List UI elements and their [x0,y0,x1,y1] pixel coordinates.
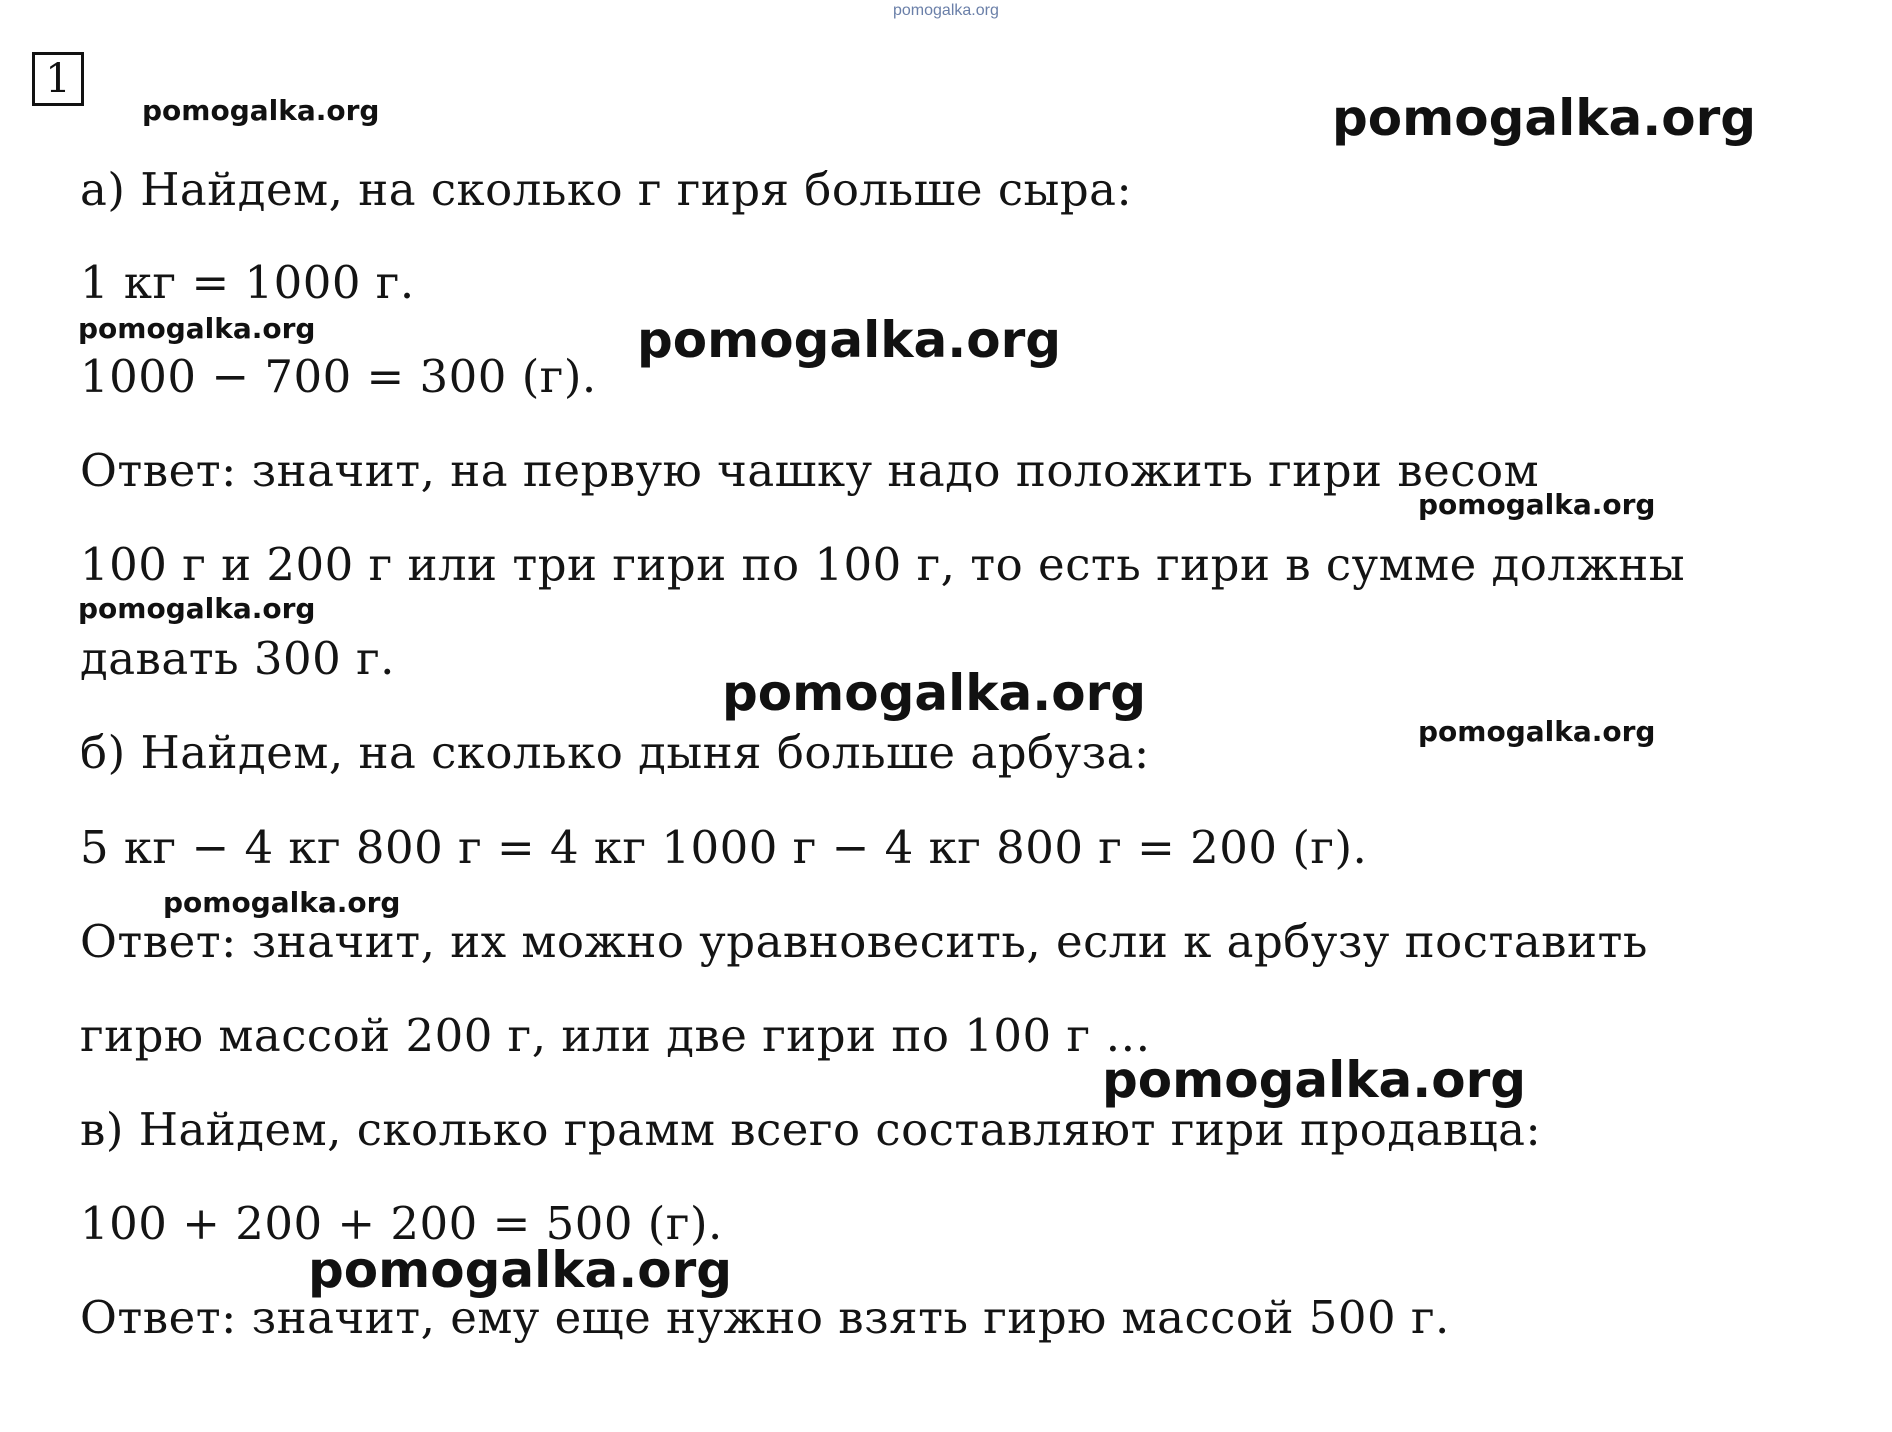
watermark: pomogalka.org [78,592,316,625]
solution-line: 1 кг = 1000 г. [80,256,415,309]
answer-line: Ответ: значит, ему еще нужно взять гирю массой 500 г. [80,1291,1450,1344]
task-number: 1 [32,52,84,106]
watermark: pomogalka.org [142,94,380,127]
solution-line: 1000 − 700 = 300 (г). [80,350,597,403]
watermark: pomogalka.org [78,312,316,345]
answer-line: гирю массой 200 г, или две гири по 100 г … [80,1009,1151,1062]
solution-line-a-header: а) Найдем, на сколько г гиря больше сыра: [80,163,1133,216]
answer-line: 100 г и 200 г или три гири по 100 г, то есть гири в сумме должны [80,538,1686,591]
watermark: pomogalka.org [308,1241,733,1299]
top-watermark: pomogalka.org [893,2,999,19]
watermark: pomogalka.org [722,664,1147,722]
watermark: pomogalka.org [1102,1051,1527,1109]
watermark: pomogalka.org [1418,488,1656,521]
solution-line-c-header: в) Найдем, сколько грамм всего составляют гири продавца: [80,1103,1542,1156]
answer-line: давать 300 г. [80,632,395,685]
answer-line: Ответ: значит, их можно уравновесить, если к арбузу поставить [80,915,1648,968]
answer-line: Ответ: значит, на первую чашку надо положить гири весом [80,444,1540,497]
watermark: pomogalka.org [1332,89,1757,147]
watermark: pomogalka.org [1418,715,1656,748]
watermark: pomogalka.org [163,886,401,919]
solution-line: 100 + 200 + 200 = 500 (г). [80,1197,723,1250]
watermark: pomogalka.org [637,311,1062,369]
solution-line-b-header: б) Найдем, на сколько дыня больше арбуза: [80,726,1150,779]
solution-line: 5 кг − 4 кг 800 г = 4 кг 1000 г − 4 кг 800 г = 200 (г). [80,821,1368,874]
